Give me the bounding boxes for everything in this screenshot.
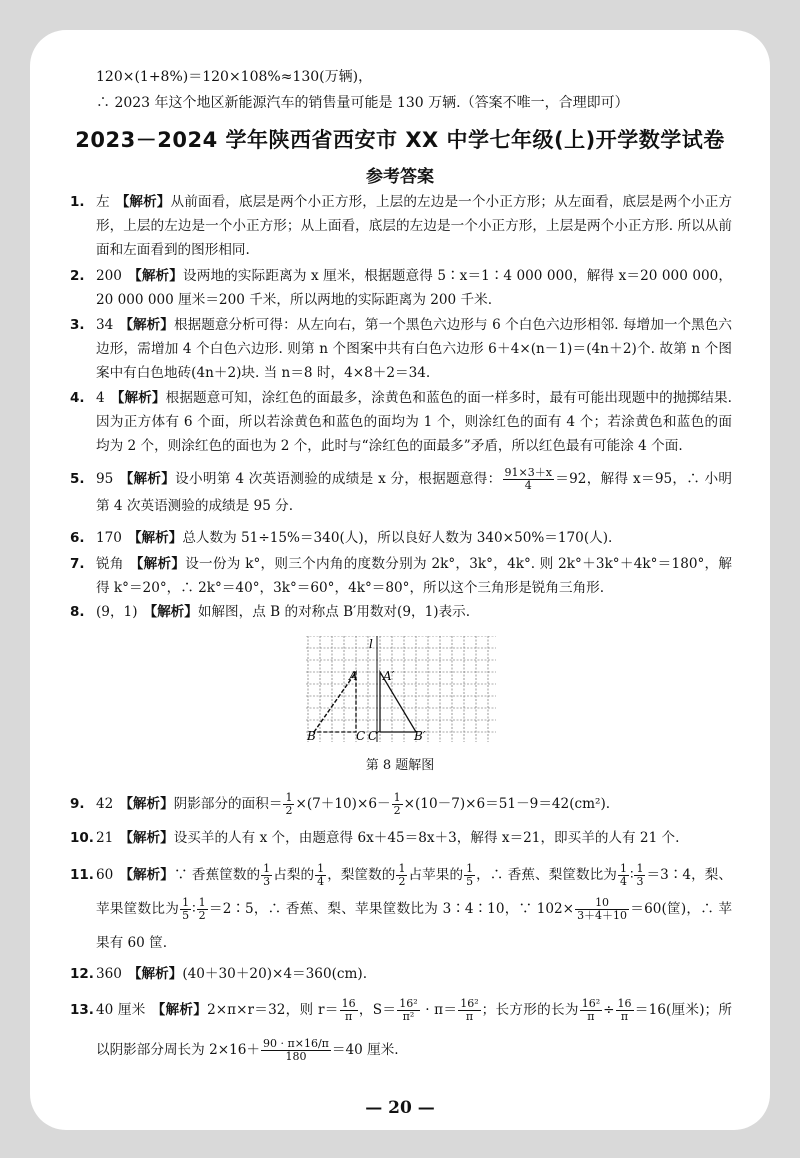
fraction: $\frac{10}{3+4+10}$ <box>577 896 628 922</box>
item-number: 2. <box>70 268 85 284</box>
item-explanation: 设买羊的人有 x 个，由题意得 6x＋45＝8x＋3，解得 x＝21，即买羊的人有 21 个. <box>173 830 680 846</box>
item-number: 13. <box>70 1002 94 1018</box>
fraction: $\frac{91\times 3+x}{4}$ <box>504 466 552 492</box>
item-answer: 60 <box>96 867 114 883</box>
item-answer: 锐角 <box>96 556 124 572</box>
fraction: $\frac{90 \cdot \pi\times 16/\pi}{180}$ <box>263 1037 329 1063</box>
item-answer: 170 <box>96 530 122 546</box>
label-c-prime: C′ <box>368 729 380 742</box>
item-explanation: 总人数为 51÷15%＝340(人)，所以良好人数为 340×50%＝170(人). <box>182 530 613 546</box>
analysis-tag: 【解析】 <box>129 556 186 572</box>
fraction: $\frac{16}{\pi}$ <box>617 997 632 1023</box>
item-answer: 21 <box>96 830 114 846</box>
fraction: $\frac{1}{2}$ <box>398 862 406 888</box>
item-answer: 95 <box>96 471 114 487</box>
item-number: 9. <box>70 796 85 812</box>
fraction: $\frac{16}{\pi}$ <box>341 997 356 1023</box>
item-explanation: 根据题意可知，涂红色的面最多，涂黄色和蓝色的面一样多时，最有可能出现题中的抛掷结果. 因为正方体有 6 个面，所以若涂黄色和蓝色的面均为 1 个，则涂红色的面有 4 个；若涂黄色和蓝色的面均为 2 个，则涂红色的面也为 2 个，此时与“涂红色的面最多”矛盾，所以红色最有可能涂 4 个面. <box>96 390 732 454</box>
item-answer: 42 <box>96 796 114 812</box>
item-number: 5. <box>70 471 85 487</box>
analysis-tag: 【解析】 <box>119 796 174 812</box>
answer-item-1 <box>72 190 732 262</box>
item-number: 7. <box>70 556 85 572</box>
analysis-tag: 【解析】 <box>119 317 174 333</box>
item-explanation: 设两地的实际距离为 x 厘米，根据题意得 5∶x＝1∶4 000 000，解得 x＝20 000 000，20 000 000 厘米＝200 千米，所以两地的实际距离为 200 千米. <box>96 268 732 308</box>
answer-item-11: 11. 60 【解析】∵ 香蕉筐数的 $\frac{1}{3}$ 占梨的 $\frac{1}{4}$ ，梨筐数的 $\frac{1}{2}$ 占苹果的 $\frac{1}{5}$ ，∴ 香蕉、梨筐数比为 $\frac{1}{4}$ ∶ $\frac{1}{3}$ ＝3∶4，梨、苹果筐数比为 $\frac{1}{5}$ ∶ $\frac{1}{2}$ ＝2∶5，∴ 香蕉、梨、苹果筐数比为 3∶4∶10，∵ 102× $\frac{10}{3+4+10}$ ＝60(筐)，∴ 苹果有 60 筐. <box>72 858 732 960</box>
item-number: 1. <box>70 194 85 210</box>
figure-caption: 第 8 题解图 <box>365 758 435 773</box>
answer-item-12 <box>72 962 732 986</box>
fraction: $\frac{\text{16²}}{\pi}$ <box>460 997 479 1023</box>
answer-item-3 <box>72 313 732 385</box>
item-answer: (9，1) <box>96 604 138 620</box>
answer-item-8 <box>72 600 732 624</box>
analysis-tag: 【解析】 <box>127 268 183 284</box>
fraction: $\frac{\text{16²}}{\text{π²}}$ <box>399 997 418 1023</box>
item-answer: 4 <box>96 390 105 406</box>
item-number: 6. <box>70 530 85 546</box>
item-explanation: 如解图，点 B 的对称点 B′用数对(9，1)表示. <box>197 604 471 620</box>
analysis-tag: 【解析】 <box>143 604 198 620</box>
q8-grid-figure <box>306 636 496 742</box>
item-number: 10. <box>70 830 94 846</box>
exam-title: 2023－2024 学年陕西省西安市 XX 中学七年级(上)开学数学试卷 <box>75 128 725 152</box>
answer-item-5 <box>72 466 732 520</box>
analysis-tag: 【解析】 <box>127 966 183 982</box>
analysis-tag: 【解析】 <box>119 830 174 846</box>
item-answer: 34 <box>96 317 114 333</box>
label-l: l <box>369 637 373 651</box>
label-a-prime: A′ <box>383 669 395 683</box>
item-answer: 40 厘米 <box>96 1002 146 1018</box>
answer-item-2 <box>72 264 732 312</box>
item-number: 3. <box>70 317 85 333</box>
item-explanation: 根据题意分析可得：从左向右，第一个黑色六边形与 6 个白色六边形相邻. 每增加一个黑色六边形，需增加 4 个白色六边形. 则第 n 个图案中共有白色六边形 6＋4×(n－1)＝(4n＋2)个. 故第 n 个图案中有白色地砖(4n＋2)块. 当 n＝8 时，4×8＋2＝34. <box>96 317 733 381</box>
item-answer: 360 <box>96 966 122 982</box>
item-explanation-part: 阴影部分的面积＝ <box>173 796 283 812</box>
page-number: — 20 — <box>365 1098 435 1118</box>
fraction: $\frac{1}{2}$ <box>198 896 206 922</box>
answer-item-13: 13. 40 厘米 【解析】2×π×r＝32，则 r＝ $\frac{16}{\pi}$ ，S＝ $\frac{\text{16²}}{\text{π²}}$ · π＝ $\frac{\text{16²}}{\pi}$ ；长方形的长为 $\frac{\text{16²}}{\pi}$ ÷ $\frac{16}{\pi}$ ＝16(厘米)；所以阴影部分周长为 2×16＋ $\frac{90 \cdot \pi\times 16/\pi}{180}$ ＝40 厘米. <box>72 990 732 1070</box>
item-explanation: 从前面看，底层是两个小正方形，上层的左边是一个小正方形；从左面看，底层是两个小正方形，上层的左边是一个小正方形；从上面看，底层的左边是一个小正方形，上层是两个小正方形. 所以从前面和左面看到的图形相同. <box>96 194 733 258</box>
item-explanation-part: ×(10－7)×6＝51－9＝42(cm²). <box>403 796 611 812</box>
answer-key-heading: 参考答案 <box>366 167 434 187</box>
label-a: A <box>349 669 358 683</box>
item-number: 12. <box>70 966 94 982</box>
fraction: $\frac{1}{3}$ <box>263 862 271 888</box>
analysis-tag: 【解析】 <box>110 390 166 406</box>
item-explanation: 设一份为 k°，则三个内角的度数分别为 2k°，3k°，4k°. 则 2k°＋3k°＋4k°＝180°，解得 k°＝20°，∴ 2k°＝40°，3k°＝60°，4k°＝80°，所以这个三角形是锐角三角形. <box>96 556 733 596</box>
item-answer: 左 <box>96 194 110 210</box>
item-explanation-part: 设小明第 4 次英语测验的成绩是 x 分，根据题意得： <box>175 471 502 487</box>
answer-item-9 <box>72 790 732 818</box>
fraction: $\frac{1}{5}$ <box>182 896 190 922</box>
fraction: $\frac{1}{4}$ <box>317 862 325 888</box>
analysis-tag: 【解析】 <box>127 530 183 546</box>
fraction: $\frac{1}{5}$ <box>466 862 474 888</box>
prelude-line-2: ∴ 2023 年这个地区新能源汽车的销售量可能是 130 万辆.（答案不唯一，合理即可） <box>96 95 629 111</box>
label-c: C <box>356 729 366 742</box>
answer-item-10 <box>72 826 732 850</box>
answer-item-6 <box>72 526 732 550</box>
item-answer: 200 <box>96 268 122 284</box>
fraction: $\frac{\text{16²}}{\pi}$ <box>581 997 601 1023</box>
analysis-tag: 【解析】 <box>115 194 171 210</box>
item-explanation-part: ×(7＋10)×6－ <box>295 796 391 812</box>
analysis-tag: 【解析】 <box>119 867 174 883</box>
analysis-tag: 【解析】 <box>119 471 176 487</box>
label-b: B <box>307 729 316 742</box>
prelude-line-1: 120×(1+8%)＝120×108%≈130(万辆)， <box>96 69 373 85</box>
answer-item-4 <box>72 386 732 458</box>
label-b-prime: B′ <box>414 729 426 742</box>
fraction: $\frac{1}{3}$ <box>636 862 644 888</box>
item-number: 4. <box>70 390 85 406</box>
fraction: $\frac{1}{2}$ <box>285 791 293 817</box>
item-number: 8. <box>70 604 85 620</box>
item-explanation-part: ＝92，解得 x＝95，∴ 小明第 4 次英语测验的成绩是 95 分. <box>96 471 732 514</box>
fraction: $\frac{1}{4}$ <box>619 862 627 888</box>
fraction: $\frac{1}{2}$ <box>393 791 401 817</box>
item-number: 11. <box>70 867 94 883</box>
answer-item-7 <box>72 552 732 600</box>
analysis-tag: 【解析】 <box>151 1002 208 1018</box>
item-explanation: (40＋30＋20)×4＝360(cm). <box>182 966 368 982</box>
